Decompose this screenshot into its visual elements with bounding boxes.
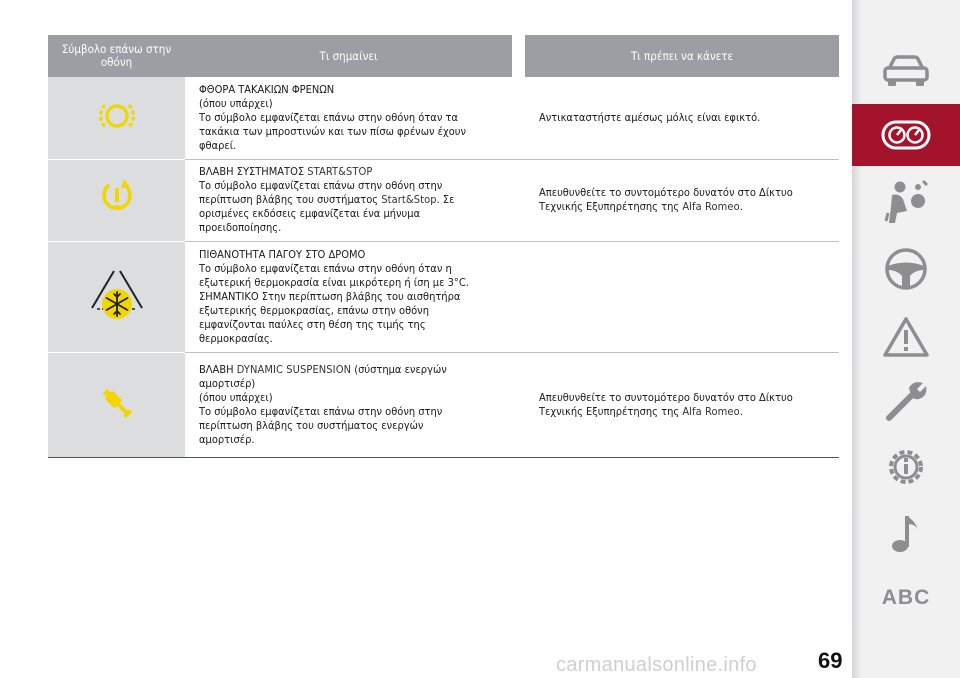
meaning-title-text: (σύστημα ενεργών [354, 362, 447, 376]
meaning-line: προειδοποίησης. [199, 221, 282, 234]
action-cell [525, 352, 839, 457]
meaning-line: ορισμένες εκδόσεις εμφανίζεται ένα μήνυμα [199, 207, 421, 220]
action-cell [525, 159, 839, 241]
action-cell [525, 77, 839, 159]
table-row [48, 352, 839, 457]
header-separator [512, 35, 525, 77]
meaning-cell [185, 241, 512, 352]
start-stop-failure-icon [97, 176, 137, 220]
action-text: Τεχνικής Εξυπηρέτησης της [539, 404, 680, 418]
meaning-line: Το σύμβολο εμφανίζεται επάνω στην οθόνη όταν η [199, 261, 452, 275]
meaning-title-text: ΒΛΑΒΗ ΣΥΣΤΗΜΑΤΟΣ [199, 165, 305, 178]
meaning-line: Το σύμβολο εμφανίζεται επάνω στην οθόνη όταν τα [199, 110, 458, 124]
page-number: 69 [818, 648, 843, 673]
symbol-cell [48, 159, 185, 241]
meaning-line: (όπου υπάρχει) [199, 96, 273, 110]
index-label: ABC [881, 586, 931, 609]
warning-lights-table [48, 35, 839, 458]
sidebar-item-technical-data[interactable] [852, 438, 960, 496]
road-ice-snowflake-icon [88, 268, 146, 322]
brand-name: Start&Stop [381, 193, 437, 206]
meaning-line: εξωτερικής θερμοκρασίας, επάνω στην οθόνη [199, 303, 429, 317]
brand-name: Alfa Romeo [682, 404, 740, 418]
action-line [539, 405, 833, 419]
meaning-line: περίπτωση βλάβης του συστήματος ενεργών [199, 418, 424, 432]
meaning-line: φθαρεί. [199, 138, 237, 152]
meaning-line: αμορτισέρ. [199, 432, 255, 446]
brake-pad-wear-icon [94, 96, 140, 136]
action-line: Απευθυνθείτε το συντομότερο δυνατόν στο Δίκτυο [539, 390, 793, 404]
meaning-line: Το σύμβολο εμφανίζεται επάνω στην οθόνη στην [199, 179, 443, 192]
sidebar-item-starting-driving[interactable] [852, 240, 960, 298]
symbol-cell [48, 77, 185, 159]
instrument-panel-icon [880, 118, 932, 152]
meaning-line: θερμοκρασίας. [199, 331, 273, 345]
meaning-line: αμορτισέρ) [199, 376, 256, 390]
column-gap [512, 241, 525, 352]
header-action: Τι πρέπει να κάνετε [525, 35, 839, 77]
header-meaning: Τι σημαίνει [185, 35, 512, 77]
symbol-cell [48, 241, 185, 352]
meaning-cell [185, 159, 512, 241]
table-header-row [48, 35, 839, 77]
chapter-sidebar [852, 0, 960, 678]
meaning-line: Το σύμβολο εμφανίζεται επάνω στην οθόνη στην [199, 404, 443, 418]
header-symbol: Σύμβολο επάνω στην οθόνη [48, 35, 185, 77]
sidebar-item-vehicle[interactable] [852, 44, 960, 98]
sidebar-item-index[interactable] [852, 578, 960, 618]
meaning-line: (όπου υπάρχει) [199, 390, 273, 404]
steering-wheel-icon [883, 246, 929, 292]
meaning-title-text: ΒΛΑΒΗ [199, 362, 234, 376]
brand-name: START&STOP [307, 165, 373, 178]
table-row [48, 241, 839, 352]
column-gap [512, 77, 525, 159]
sidebar-item-instruments[interactable] [852, 104, 960, 166]
info-gear-icon [883, 444, 929, 490]
sidebar-item-maintenance[interactable] [852, 372, 960, 430]
action-line: Απευθυνθείτε το συντομότερο δυνατόν στο Δίκτυο [539, 186, 793, 199]
meaning-title: ΠΙΘΑΝΟΤΗΤΑ ΠΑΓΟΥ ΣΤΟ ΔΡΟΜΟ [199, 247, 366, 261]
music-note-icon [886, 510, 926, 556]
action-text: . [739, 200, 743, 213]
meaning-cell [185, 352, 512, 457]
meaning-line [199, 193, 506, 207]
wrench-icon [883, 378, 929, 424]
sidebar-item-safety[interactable] [852, 172, 960, 232]
meaning-line: τακάκια των μπροστινών και των πίσω φρένων έχουν [199, 124, 467, 138]
shock-absorber-icon [97, 383, 137, 423]
meaning-text: . Σε [436, 193, 455, 206]
sidebar-item-emergency[interactable] [852, 308, 960, 366]
sidebar-item-multimedia[interactable] [852, 504, 960, 562]
action-text: Αντικαταστήστε αμέσως μόλις είναι εφικτό. [539, 110, 761, 124]
action-text: . [739, 404, 743, 418]
meaning-title: ΦΘΟΡΑ ΤΑΚΑΚΙΩΝ ΦΡΕΝΩΝ [199, 82, 335, 96]
meaning-cell [185, 77, 512, 159]
action-line [539, 200, 833, 214]
table-row [48, 159, 839, 241]
meaning-line: εξωτερική θερμοκρασία είναι μικρότερη ή ίση με 3°C. [199, 275, 469, 289]
brand-name: DYNAMIC SUSPENSION [236, 362, 352, 376]
meaning-text: περίπτωση βλάβης του συστήματος [199, 193, 379, 206]
warning-triangle-icon [882, 315, 930, 359]
brand-name: Alfa Romeo [682, 200, 740, 213]
watermark: carmanualsonline.info [556, 654, 757, 676]
column-gap [512, 352, 525, 457]
action-text: Τεχνικής Εξυπηρέτησης της [539, 200, 680, 213]
symbol-cell [48, 352, 185, 457]
meaning-line: ΣΗΜΑΝΤΙΚΟ Στην περίπτωση βλάβης του αισθητήρα [199, 289, 461, 303]
meaning-line: εμφανίζονται παύλες στη θέση της τιμής της [199, 317, 426, 331]
airbag-seat-icon [883, 179, 929, 225]
car-icon [881, 53, 931, 89]
meaning-title [199, 165, 506, 179]
meaning-title [199, 363, 506, 377]
table-row [48, 77, 839, 159]
column-gap [512, 159, 525, 241]
action-cell [525, 241, 839, 352]
